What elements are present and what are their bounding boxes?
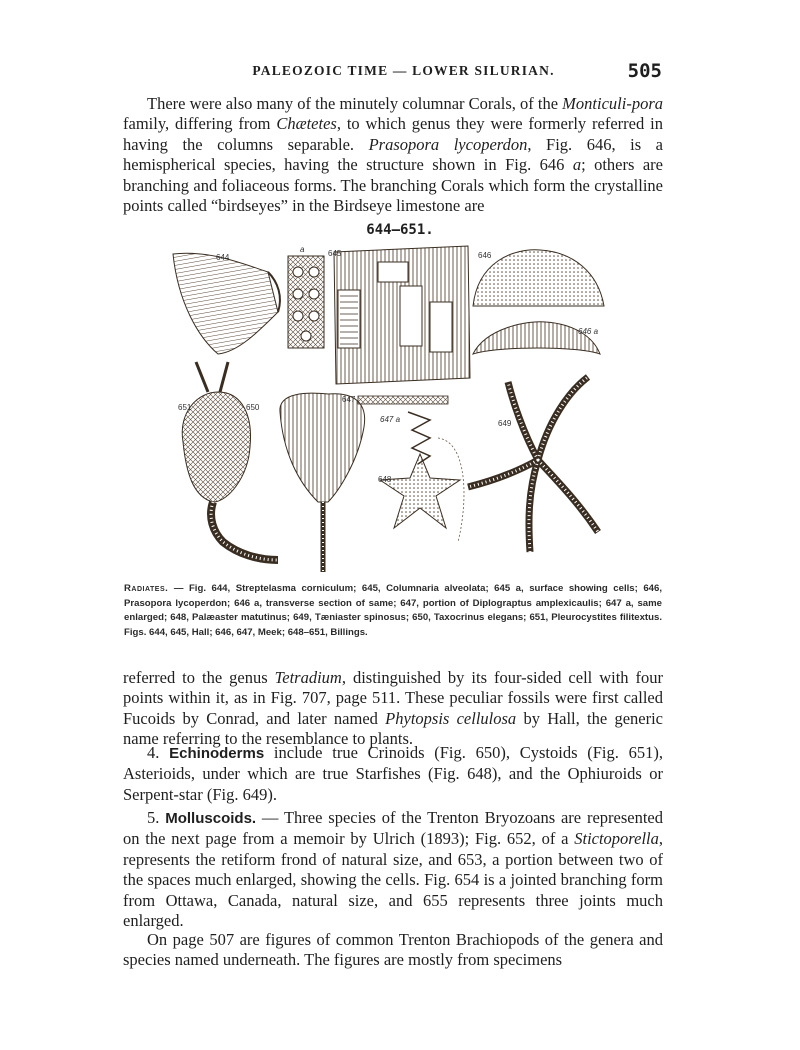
fig-648-palaeaster xyxy=(380,438,464,542)
fig-649-taeniaster xyxy=(468,377,598,552)
paragraph-tetradium: referred to the genus Tetradium, distinguished by its four-sided cell with four points within it, as in Fig. 707, page 511. These peculiar fossils were first called Fucoids by Conrad, and later named Phytopsis cellulosa by Hall, the generic name referring to the resemblance to plants. xyxy=(123,668,664,749)
fig-646-prasopora xyxy=(473,250,604,306)
fig-645a-cells xyxy=(288,256,324,348)
running-head-title: PALEOZOIC TIME — LOWER SILURIAN. xyxy=(252,63,555,78)
fig-644-streptelasma xyxy=(173,253,280,354)
label-647a: 647 a xyxy=(380,415,401,424)
fig-651-pleurocystites xyxy=(182,362,278,560)
paragraph-brachiopods: On page 507 are figures of common Trenton Brachiopods of the genera and species named underneath. The figures are mostly from specimens xyxy=(123,930,663,970)
label-646: 646 xyxy=(478,251,492,260)
page-number: 505 xyxy=(627,60,662,82)
label-647: 647 xyxy=(342,395,356,404)
paragraph-molluscoids: 5. Molluscoids. — Three species of the Trenton Bryozoans are represented on the next page from a memoir by Ulrich (1893); Fig. 652, of a Stictoporella, represents the retiform frond of natural size, and 653, a portion between two of the spaces much enlarged, showing the cells. Fig. 654 is a jointed branching form from Ottawa, Canada, natural size, and 655 represents three joints much enlarged. xyxy=(123,808,664,931)
fossil-figure-plate xyxy=(168,242,614,572)
paragraph-echinoderms: 4. Echinoderms include true Crinoids (Fig. 650), Cystoids (Fig. 651), Asterioids, under which are true Starfishes (Fig. 648), and the Ophiuroids or Serpent-star (Fig. 649). xyxy=(123,743,664,804)
label-648: 648 xyxy=(378,475,392,484)
figure-title: 644–651. xyxy=(366,222,434,238)
fig-645-columnaria xyxy=(334,246,470,384)
label-651: 651 xyxy=(178,403,192,412)
fig-647-diplograptus xyxy=(358,396,448,464)
label-645: 645 xyxy=(328,249,342,258)
paragraph-corals: There were also many of the minutely columnar Corals, of the Monticuli-pora family, differing from Chætetes, to which genus they were formerly referred in having the columns separable. Prasopora lycoperdon, Fig. 646, is a hemispherical species, having the structure shown in Fig. 646 a; others are branching and foliaceous forms. The branching Corals which form the crystalline points called “birdseyes” in the Birdseye limestone are xyxy=(123,94,663,216)
label-646a: 646 a xyxy=(578,327,599,336)
figure-caption: Radiates. — Fig. 644, Streptelasma corniculum; 645, Columnaria alveolata; 645 a, surface showing cells; 646, Prasopora lycoperdon; 646 a, transverse section of same; 647, portion of Diplograptus amplexicaulis; 647 a, same enlarged; 648, Palæaster matutinus; 649, Tæniaster spinosus; 650, Taxocrinus elegans; 651, Pleurocystites filitextus. Figs. 644, 645, Hall; 646, 647, Meek; 648–651, Billings. xyxy=(124,583,662,638)
label-645a: a xyxy=(300,245,305,254)
label-649: 649 xyxy=(498,419,512,428)
fig-650-taxocrinus xyxy=(280,393,365,572)
label-650: 650 xyxy=(246,403,260,412)
running-head xyxy=(145,60,662,82)
label-644: 644 xyxy=(216,253,230,262)
